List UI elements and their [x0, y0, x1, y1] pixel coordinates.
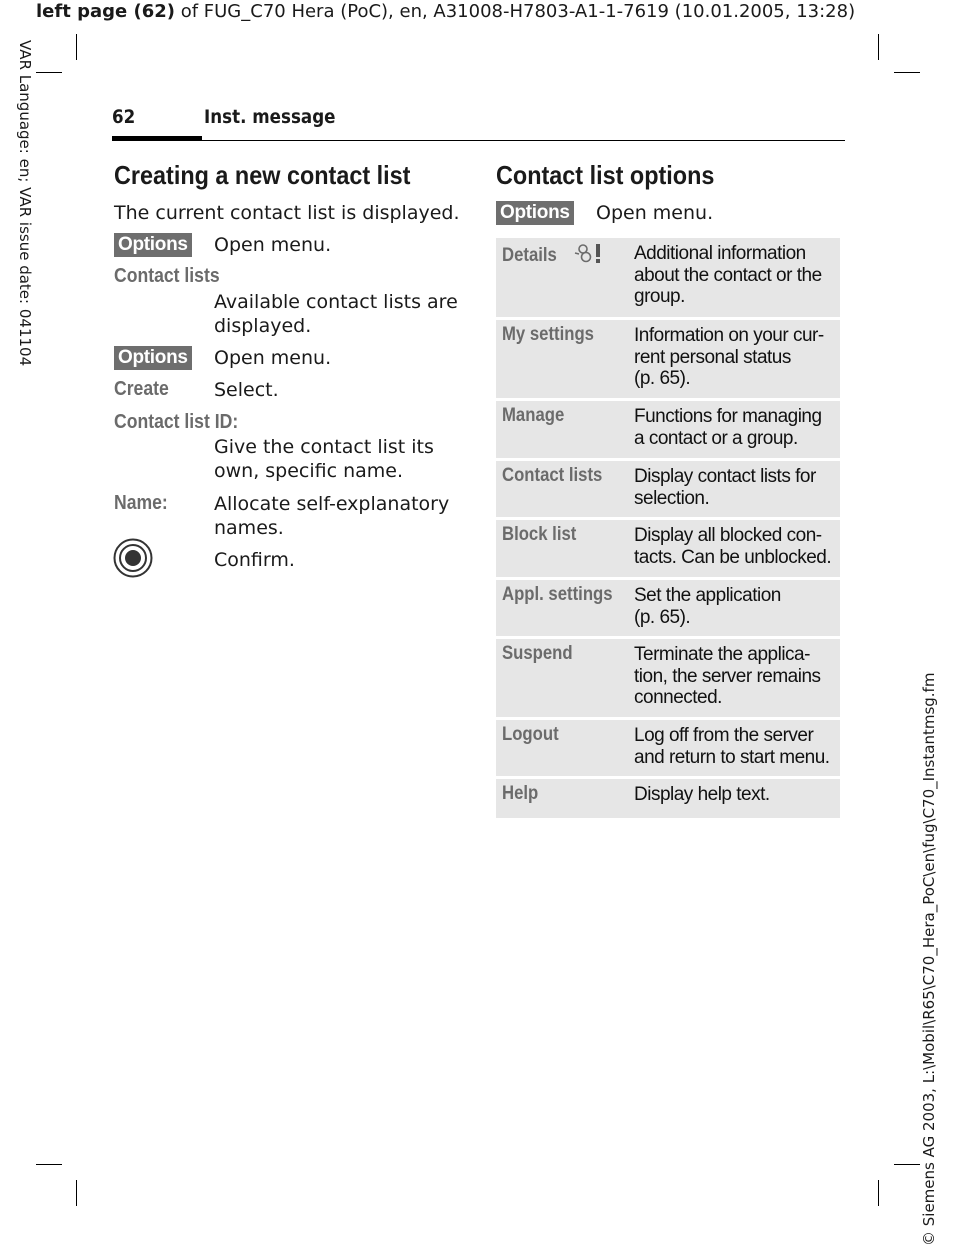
option-description: Information on your cur- rent personal status (p. 65).: [634, 325, 824, 389]
option-description: Display all blocked con- tacts. Can be unblocked.: [634, 525, 832, 568]
step-text: own, specific name.: [214, 460, 404, 482]
term-create: Create: [114, 378, 169, 400]
heading-creating-contact-list: Creating a new contact list: [114, 160, 411, 190]
option-description: Display contact lists for selection.: [634, 466, 816, 509]
details-status-icon: [573, 242, 603, 268]
option-description: Functions for managing a contact or a group.: [634, 406, 822, 449]
option-term: Help: [502, 783, 539, 804]
term-contact-lists: Contact lists: [114, 265, 220, 287]
intro-text: The current contact list is displayed.: [114, 202, 460, 224]
option-row-help: [496, 779, 840, 818]
options-softkey[interactable]: [496, 201, 574, 225]
option-term: Contact lists: [502, 465, 603, 486]
key-text: Open menu.: [596, 202, 714, 224]
step-text: Available contact lists are: [214, 291, 458, 313]
option-term: Appl. settings: [502, 584, 613, 605]
option-term: Logout: [502, 724, 559, 745]
crop-mark: [878, 1180, 879, 1206]
crop-mark: [76, 34, 77, 60]
options-softkey[interactable]: [114, 233, 192, 257]
step-text: Allocate self-explanatory: [214, 493, 450, 515]
option-description: Additional information about the contact or the group.: [634, 243, 822, 307]
print-header: [36, 1, 855, 22]
term-name: Name:: [114, 492, 168, 514]
option-term: My settings: [502, 324, 594, 345]
step-text: Give the contact list its: [214, 436, 434, 458]
option-row-appl-settings: [496, 580, 840, 639]
option-term: Details: [502, 245, 557, 266]
joystick-center-icon[interactable]: [113, 538, 153, 582]
option-term: Manage: [502, 405, 565, 426]
option-term: Block list: [502, 524, 577, 545]
option-row-manage: [496, 401, 840, 461]
crop-mark: [878, 34, 879, 60]
header-rule-thin: [112, 140, 845, 141]
print-header-info: of FUG_C70 Hera (PoC), en, A31008-H7803-A1-1-7619 (10.01.2005, 13:28): [174, 1, 856, 22]
running-title: Inst. message: [204, 106, 336, 128]
option-row-block-list: [496, 520, 840, 580]
options-table: [496, 238, 840, 818]
option-description: Display help text.: [634, 784, 770, 805]
crop-mark: [894, 72, 920, 73]
print-header-page: left page (62): [36, 1, 175, 22]
option-row-contact-lists: [496, 461, 840, 520]
step-text: Select.: [214, 379, 279, 401]
option-row-suspend: [496, 639, 840, 720]
step-text: names.: [214, 517, 284, 539]
crop-mark: [36, 72, 62, 73]
page-number: 62: [112, 106, 136, 128]
option-row-details: [496, 238, 840, 320]
side-right-text: © Siemens AG 2003, L:\Mobil\R65\C70_Hera_PoC\en\fug\C70_Instantmsg.fm: [920, 672, 938, 1246]
heading-contact-list-options: Contact list options: [496, 160, 715, 190]
option-row-my-settings: [496, 320, 840, 401]
step-text: Open menu.: [214, 347, 332, 369]
crop-mark: [894, 1164, 920, 1165]
options-softkey-label: Options: [114, 233, 192, 257]
step-text: Open menu.: [214, 234, 332, 256]
side-left-text: VAR Language: en; VAR issue date: 041104: [16, 40, 34, 367]
option-description: Set the application (p. 65).: [634, 585, 781, 628]
step-text: displayed.: [214, 315, 312, 337]
step-text: Confirm.: [214, 549, 295, 571]
crop-mark: [36, 1164, 62, 1165]
option-description: Terminate the applica- tion, the server remains connected.: [634, 644, 821, 708]
option-description: Log off from the server and return to start menu.: [634, 725, 830, 768]
term-contact-list-id: Contact list ID:: [114, 411, 239, 433]
options-softkey[interactable]: [114, 346, 192, 370]
crop-mark: [76, 1180, 77, 1206]
options-softkey-label: Options: [496, 201, 574, 225]
option-row-logout: [496, 720, 840, 779]
options-softkey-label: Options: [114, 346, 192, 370]
option-term: Suspend: [502, 643, 573, 664]
